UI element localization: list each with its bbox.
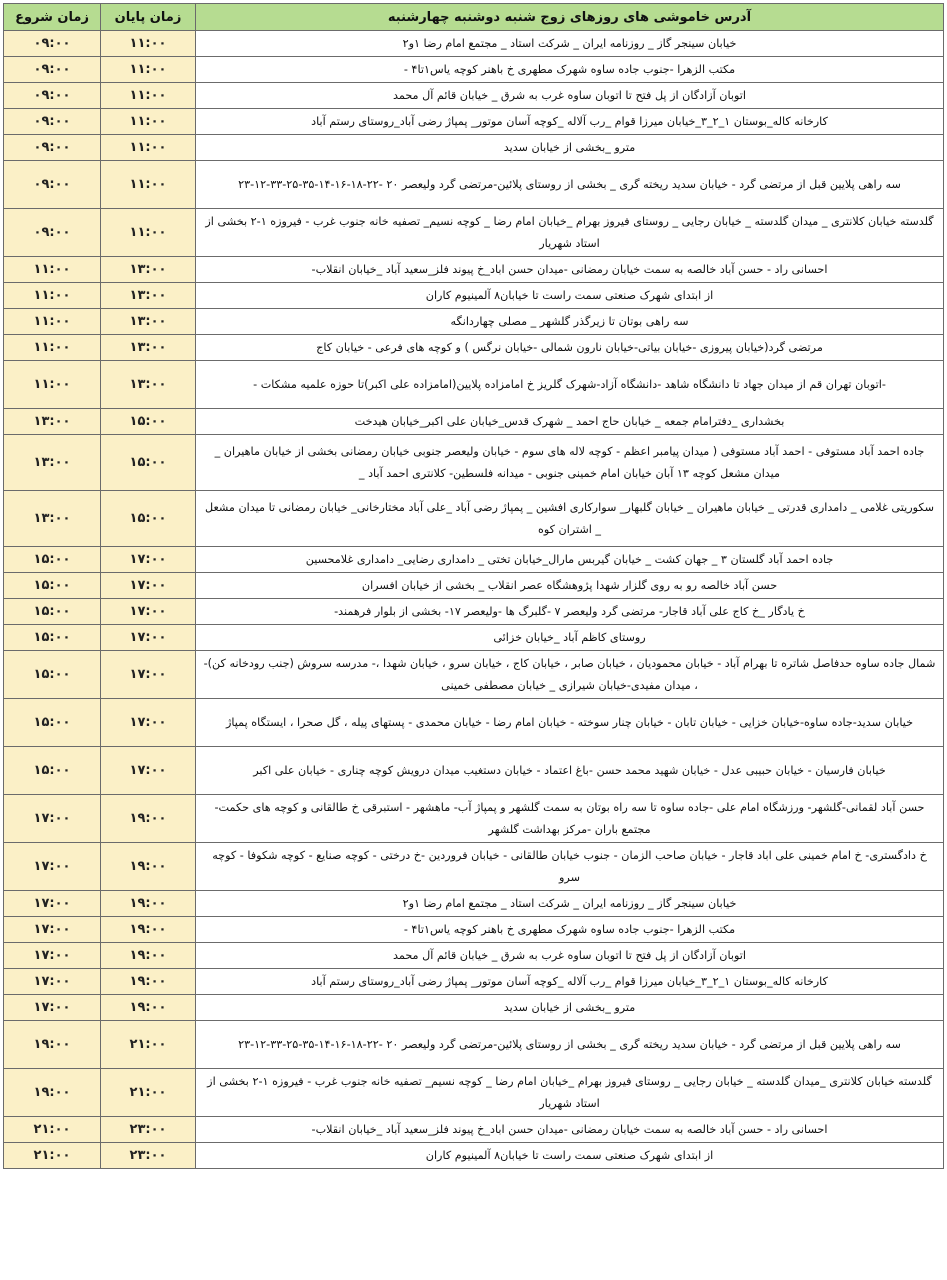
end-time-cell: ۱۱:۰۰ — [101, 161, 196, 209]
table-row — [4, 625, 944, 651]
end-time-cell: ۱۵:۰۰ — [101, 435, 196, 491]
start-time-cell: ۱۷:۰۰ — [4, 943, 101, 969]
end-time-cell: ۱۳:۰۰ — [101, 335, 196, 361]
table-row — [4, 83, 944, 109]
address-cell: خیابان فارسیان - خیابان حبیبی عدل - خیابان شهید محمد حسن -باغ اعتماد - خیابان دستغیب میدان درویش کوچه چناری - خیابان علی اکبر — [196, 747, 944, 795]
address-cell: گلدسته خیابان کلانتری _ میدان گلدسته _ خیابان رجایی _ روستای فیروز بهرام _خیابان امام رضا _ کوچه نسیم_ تصفیه خانه جنوب غرب - فیروزه ۱-۲ بخشی از استاد شهریار — [196, 209, 944, 257]
table-row — [4, 547, 944, 573]
address-cell: حسن آباد خالصه رو به روی گلزار شهدا پژوهشگاه عصر انقلاب _ بخشی از خیابان افسران — [196, 573, 944, 599]
table-row — [4, 209, 944, 257]
table-row — [4, 651, 944, 699]
table-row — [4, 283, 944, 309]
address-cell: مرتضی گرد(خیابان پیروزی -خیابان بیاتی-خیابان نارون شمالی -خیابان نرگس ) و کوچه های فرعی - خیابان کاج — [196, 335, 944, 361]
address-cell: جاده احمد آباد گلستان ۳ _ جهان کشت _ خیابان گیربس مارال_خیابان تختی _ دامداری رضایی_ دامداری غلامحسین — [196, 547, 944, 573]
address-cell: اتوبان آزادگان از پل فتح تا اتوبان ساوه غرب به شرق _ خیابان قائم آل محمد — [196, 943, 944, 969]
end-time-cell: ۱۷:۰۰ — [101, 599, 196, 625]
address-cell: مترو _بخشی از خیابان سدید — [196, 995, 944, 1021]
address-cell: سه راهی پلایین قبل از مرتضی گرد - خیابان سدید ریخته گری _ بخشی از روستای پلائین-مرتضی گرد ولیعصر ۲۰ -۲۲-۱۸-۱۶-۱۴-۳۵-۲۵-۳۳-۱۲-۲۳ — [196, 161, 944, 209]
start-time-cell: ۲۱:۰۰ — [4, 1117, 101, 1143]
address-cell: کارخانه کاله_بوستان ۱_۲_۳_خیابان میرزا قوام _رب آلاله _کوچه آسان موتور_ پمپاژ رضی آباد_روستای رستم آباد — [196, 969, 944, 995]
address-cell: مکتب الزهرا -جنوب جاده ساوه شهرک مطهری خ باهنر کوچه یاس۱تا۴ - — [196, 917, 944, 943]
address-cell: جاده احمد آباد مستوفی - احمد آباد مستوفی ( میدان پیامبر اعظم - کوچه لاله های سوم - خیابان ولیعصر جنوبی خیابان رمضانی بخشی از خیابان ماهیران _ میدان مشعل کوچه ۱۳ آبان خیابان امام خمینی جنوبی - میدانه فلسطین- کلانتری احمد آباد _ — [196, 435, 944, 491]
start-time-cell: ۱۷:۰۰ — [4, 843, 101, 891]
end-time-cell: ۱۵:۰۰ — [101, 409, 196, 435]
start-time-cell: ۱۵:۰۰ — [4, 651, 101, 699]
address-cell: بخشداری _دفترامام جمعه _ خیابان حاج احمد _ شهرک قدس_خیابان علی اکبر_خیابان هیدخت — [196, 409, 944, 435]
table-header — [4, 4, 944, 31]
header-row — [4, 4, 944, 31]
table-row — [4, 1069, 944, 1117]
start-time-cell: ۰۹:۰۰ — [4, 135, 101, 161]
start-time-cell: ۱۱:۰۰ — [4, 335, 101, 361]
address-column-header: آدرس خاموشی های روزهای زوج شنبه دوشنبه چهارشنبه — [196, 4, 944, 31]
table-row — [4, 135, 944, 161]
address-cell: سه راهی پلایین قبل از مرتضی گرد - خیابان سدید ریخته گری _ بخشی از روستای پلائین-مرتضی گرد ولیعصر ۲۰ -۲۲-۱۸-۱۶-۱۴-۳۵-۲۵-۳۳-۱۲-۲۳ — [196, 1021, 944, 1069]
start-time-cell: ۱۷:۰۰ — [4, 917, 101, 943]
table-row — [4, 995, 944, 1021]
end-time-column-header: زمان پایان — [101, 4, 196, 31]
end-time-cell: ۱۳:۰۰ — [101, 283, 196, 309]
address-cell: کارخانه کاله_بوستان ۱_۲_۳_خیابان میرزا قوام _رب آلاله _کوچه آسان موتور_ پمپاژ رضی آباد_روستای رستم آباد — [196, 109, 944, 135]
address-cell: خیابان سینجر گاز _ روزنامه ایران _ شرکت استاد _ مجتمع امام رضا ۱و۲ — [196, 31, 944, 57]
start-time-cell: ۱۷:۰۰ — [4, 795, 101, 843]
address-cell: خیابان سدید-جاده ساوه-خیابان خزایی - خیابان تابان - خیابان چنار سوخته - خیابان امام رضا - خیابان محمدی - پستهای پیله ، گل صحرا ، ایستگاه پمپاژ — [196, 699, 944, 747]
start-time-cell: ۱۵:۰۰ — [4, 599, 101, 625]
end-time-cell: ۱۹:۰۰ — [101, 943, 196, 969]
end-time-cell: ۱۱:۰۰ — [101, 209, 196, 257]
table-row — [4, 409, 944, 435]
table-row — [4, 843, 944, 891]
address-cell: خیابان سینجر گاز _ روزنامه ایران _ شرکت استاد _ مجتمع امام رضا ۱و۲ — [196, 891, 944, 917]
address-cell: سکوریتی غلامی _ دامداری قدرتی _ خیابان ماهیران _ خیابان گلبهار_ سوارکاری افشین _ پمپاژ رضی آباد _علی آباد مختارخانی_ خیابان رمضانی تا میدان مشعل _ اشتران کوه — [196, 491, 944, 547]
end-time-cell: ۱۱:۰۰ — [101, 109, 196, 135]
start-time-cell: ۱۵:۰۰ — [4, 699, 101, 747]
end-time-cell: ۱۷:۰۰ — [101, 747, 196, 795]
end-time-cell: ۱۷:۰۰ — [101, 547, 196, 573]
table-row — [4, 943, 944, 969]
address-cell: اتوبان آزادگان از پل فتح تا اتوبان ساوه غرب به شرق _ خیابان قائم آل محمد — [196, 83, 944, 109]
end-time-cell: ۱۷:۰۰ — [101, 699, 196, 747]
table-row — [4, 335, 944, 361]
table-row — [4, 491, 944, 547]
address-cell: از ابتدای شهرک صنعتی سمت راست تا خیابان۸ آلمینیوم کاران — [196, 1143, 944, 1169]
end-time-cell: ۲۳:۰۰ — [101, 1117, 196, 1143]
address-cell: خ یادگار _خ کاج علی آباد قاجار- مرتضی گرد ولیعصر ۷ -گلبرگ ها -ولیعصر ۱۷- بخشی از بلوار فرهمند- — [196, 599, 944, 625]
start-time-cell: ۱۳:۰۰ — [4, 491, 101, 547]
start-time-cell: ۱۷:۰۰ — [4, 891, 101, 917]
table-row — [4, 891, 944, 917]
table-row — [4, 257, 944, 283]
start-time-cell: ۱۱:۰۰ — [4, 257, 101, 283]
start-time-column-header: زمان شروع — [4, 4, 101, 31]
table-row — [4, 917, 944, 943]
outage-schedule-table — [3, 3, 944, 1169]
address-cell: از ابتدای شهرک صنعتی سمت راست تا خیابان۸ آلمینیوم کاران — [196, 283, 944, 309]
address-cell: مکتب الزهرا -جنوب جاده ساوه شهرک مطهری خ باهنر کوچه یاس۱تا۴ - — [196, 57, 944, 83]
table-row — [4, 747, 944, 795]
table-row — [4, 1117, 944, 1143]
address-cell: احسانی راد - حسن آباد خالصه به سمت خیابان رمضانی -میدان حسن اباد_خ پیوند فلز_سعید آباد _خیابان انقلاب- — [196, 1117, 944, 1143]
end-time-cell: ۱۵:۰۰ — [101, 491, 196, 547]
start-time-cell: ۱۵:۰۰ — [4, 747, 101, 795]
end-time-cell: ۱۹:۰۰ — [101, 995, 196, 1021]
start-time-cell: ۱۵:۰۰ — [4, 625, 101, 651]
end-time-cell: ۱۹:۰۰ — [101, 891, 196, 917]
start-time-cell: ۱۱:۰۰ — [4, 309, 101, 335]
table-row — [4, 57, 944, 83]
table-row — [4, 435, 944, 491]
table-body — [4, 31, 944, 1169]
start-time-cell: ۱۹:۰۰ — [4, 1021, 101, 1069]
start-time-cell: ۱۷:۰۰ — [4, 995, 101, 1021]
end-time-cell: ۱۱:۰۰ — [101, 135, 196, 161]
start-time-cell: ۰۹:۰۰ — [4, 83, 101, 109]
start-time-cell: ۱۵:۰۰ — [4, 573, 101, 599]
table-row — [4, 361, 944, 409]
end-time-cell: ۲۳:۰۰ — [101, 1143, 196, 1169]
address-cell: -اتوبان تهران قم از میدان جهاد تا دانشگاه شاهد -دانشگاه آزاد-شهرک گلریز خ امامزاده پلایین(امامزاده علی اکبر)تا حوزه علمیه مشکات - — [196, 361, 944, 409]
table-row — [4, 109, 944, 135]
table-row — [4, 31, 944, 57]
end-time-cell: ۱۳:۰۰ — [101, 257, 196, 283]
table-row — [4, 309, 944, 335]
end-time-cell: ۲۱:۰۰ — [101, 1069, 196, 1117]
address-cell: مترو _بخشی از خیابان سدید — [196, 135, 944, 161]
end-time-cell: ۱۱:۰۰ — [101, 31, 196, 57]
start-time-cell: ۰۹:۰۰ — [4, 109, 101, 135]
end-time-cell: ۱۷:۰۰ — [101, 573, 196, 599]
start-time-cell: ۱۵:۰۰ — [4, 547, 101, 573]
start-time-cell: ۰۹:۰۰ — [4, 31, 101, 57]
address-cell: روستای کاظم آباد _خیابان خزائی — [196, 625, 944, 651]
end-time-cell: ۱۹:۰۰ — [101, 843, 196, 891]
end-time-cell: ۱۳:۰۰ — [101, 361, 196, 409]
address-cell: سه راهی بوتان تا زیرگذر گلشهر _ مصلی چهاردانگه — [196, 309, 944, 335]
start-time-cell: ۰۹:۰۰ — [4, 209, 101, 257]
table-row — [4, 599, 944, 625]
start-time-cell: ۱۳:۰۰ — [4, 409, 101, 435]
end-time-cell: ۱۷:۰۰ — [101, 625, 196, 651]
end-time-cell: ۱۹:۰۰ — [101, 795, 196, 843]
table-row — [4, 161, 944, 209]
start-time-cell: ۱۷:۰۰ — [4, 969, 101, 995]
address-cell: احسانی راد - حسن آباد خالصه به سمت خیابان رمضانی -میدان حسن اباد_خ پیوند فلز_سعید آباد _خیابان انقلاب- — [196, 257, 944, 283]
end-time-cell: ۱۱:۰۰ — [101, 57, 196, 83]
start-time-cell: ۰۹:۰۰ — [4, 161, 101, 209]
address-cell: حسن آباد لقمانی-گلشهر- ورزشگاه امام علی -جاده ساوه تا سه راه بوتان به سمت گلشهر و پمپاژ آب- ماهشهر - استبرقی خ طالقانی و کوچه های حکمت-مجتمع باران -مرکز بهداشت گلشهر — [196, 795, 944, 843]
end-time-cell: ۱۱:۰۰ — [101, 83, 196, 109]
end-time-cell: ۱۷:۰۰ — [101, 651, 196, 699]
end-time-cell: ۱۳:۰۰ — [101, 309, 196, 335]
end-time-cell: ۱۹:۰۰ — [101, 917, 196, 943]
start-time-cell: ۱۳:۰۰ — [4, 435, 101, 491]
end-time-cell: ۱۹:۰۰ — [101, 969, 196, 995]
address-cell: گلدسته خیابان کلانتری _میدان گلدسته _ خیابان رجایی _ روستای فیروز بهرام _خیابان امام رضا _ کوچه نسیم_ تصفیه خانه جنوب غرب - فیروزه ۱-۲ بخشی از استاد شهریار — [196, 1069, 944, 1117]
table-row — [4, 969, 944, 995]
start-time-cell: ۰۹:۰۰ — [4, 57, 101, 83]
start-time-cell: ۱۱:۰۰ — [4, 361, 101, 409]
table-row — [4, 795, 944, 843]
table-row — [4, 1143, 944, 1169]
address-cell: خ دادگستری- خ امام خمینی علی اباد قاجار - خیابان صاحب الزمان - جنوب خیابان طالقانی - خیابان فروردین -خ درختی - کوچه صنایع - کوچه شکوفا - کوچه سرو — [196, 843, 944, 891]
table-row — [4, 1021, 944, 1069]
start-time-cell: ۲۱:۰۰ — [4, 1143, 101, 1169]
table-row — [4, 699, 944, 747]
table-row — [4, 573, 944, 599]
start-time-cell: ۱۹:۰۰ — [4, 1069, 101, 1117]
address-cell: شمال جاده ساوه حدفاصل شاتره تا بهرام آباد - خیابان محمودیان ، خیابان صابر ، خیابان کاج ، خیابان سرو ، خیابان شهدا ،- مدرسه سروش (جنب رودخانه کن)- ، میدان مفیدی-خیابان شیرازی _ خیابان مصطفی خمینی — [196, 651, 944, 699]
end-time-cell: ۲۱:۰۰ — [101, 1021, 196, 1069]
start-time-cell: ۱۱:۰۰ — [4, 283, 101, 309]
